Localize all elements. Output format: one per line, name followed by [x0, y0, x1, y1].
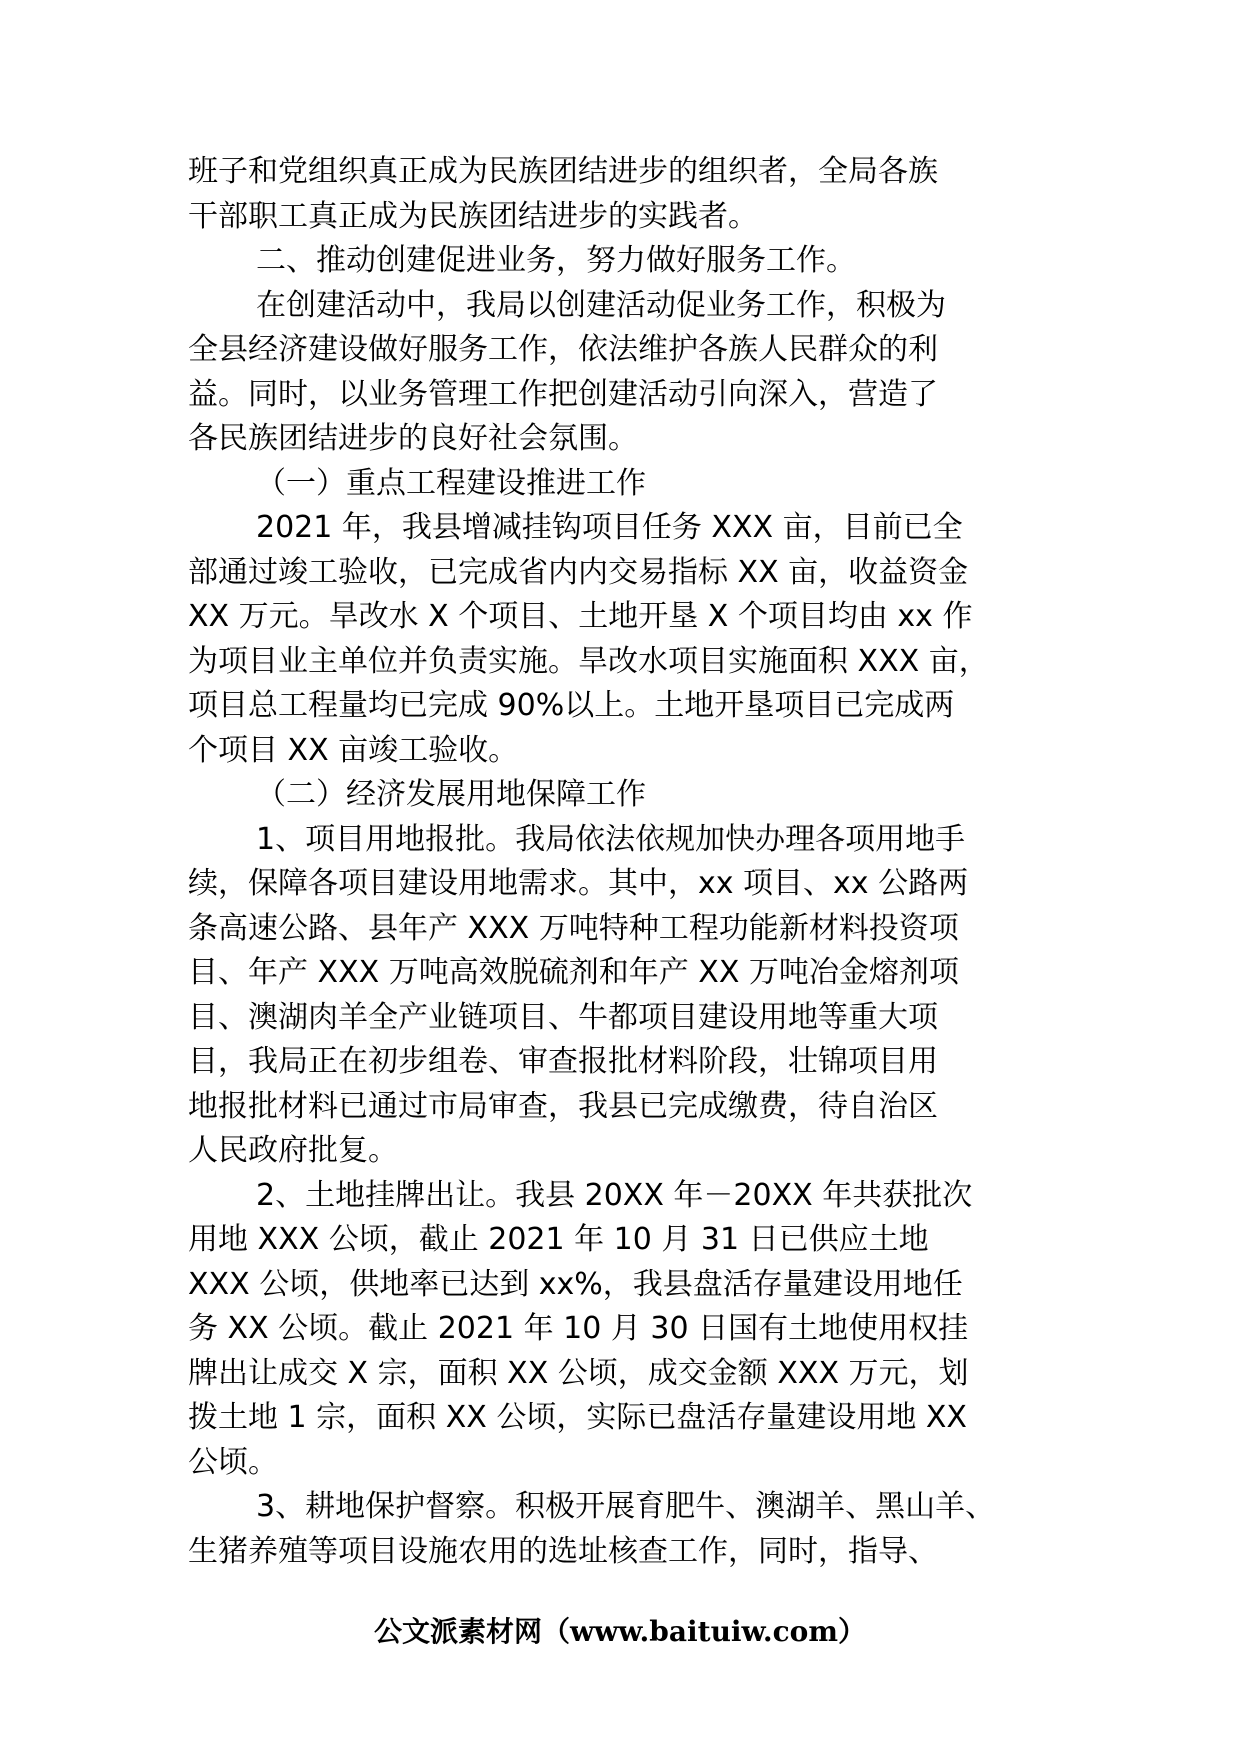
text-line: 部通过竣工验收，已完成省内内交易指标 XX 亩，收益资金 [188, 554, 969, 590]
text-line: 在创建活动中，我局以创建活动促业务工作，积极为 [256, 287, 946, 323]
text-line: 续，保障各项目建设用地需求。其中，xx 项目、xx 公路两 [188, 866, 969, 901]
text-line: 2021 年，我县增减挂钩项目任务 XXX 亩，目前已全 [256, 510, 963, 545]
text-line: 班子和党组织真正成为民族团结进步的组织者，全局各族 [188, 154, 938, 189]
text-line: 2、土地挂牌出让。我县 20XX 年－20XX 年共获批次 [256, 1177, 973, 1213]
text-line: 人民政府批复。 [188, 1133, 398, 1168]
body-text [188, 150, 1068, 1574]
text-line: 目、澳湖肉羊全产业链项目、牛都项目建设用地等重大项 [188, 999, 938, 1035]
text-line: XX 万元。旱改水 X 个项目、土地开垦 X 个项目均由 xx 作 [188, 599, 973, 634]
text-line: 干部职工真正成为民族团结进步的实践者。 [188, 198, 758, 234]
text-line: 1、项目用地报批。我局依法依规加快办理各项用地手 [256, 821, 966, 857]
text-line: 全县经济建设做好服务工作，依法维护各族人民群众的利 [188, 332, 938, 367]
text-line: 条高速公路、县年产 XXX 万吨特种工程功能新材料投资项 [188, 910, 959, 946]
text-line: 个项目 XX 亩竣工验收。 [188, 732, 519, 768]
text-line: 拨土地 1 宗，面积 XX 公顷，实际已盘活存量建设用地 XX [188, 1400, 967, 1435]
text-line: （一）重点工程建设推进工作 [256, 465, 646, 501]
footer-watermark: 公文派素材网（www.baituiw.com） [374, 1615, 866, 1648]
text-line: XXX 公顷，供地率已达到 xx%，我县盘活存量建设用地任 [188, 1266, 963, 1302]
text-line: 二、推动创建促进业务，努力做好服务工作。 [256, 243, 856, 278]
text-line: 公顷。 [188, 1444, 278, 1480]
text-line: 用地 XXX 公顷，截止 2021 年 10 月 31 日已供应土地 [188, 1222, 929, 1257]
text-line: 益。同时，以业务管理工作把创建活动引向深入，营造了 [188, 376, 938, 412]
text-line: 3、耕地保护督察。积极开展育肥牛、澳湖羊、黑山羊、 [256, 1489, 996, 1524]
text-line: 项目总工程量均已完成 90%以上。土地开垦项目已完成两 [188, 688, 955, 723]
text-line: 各民族团结进步的良好社会氛围。 [188, 421, 638, 456]
text-line: 目、年产 XXX 万吨高效脱硫剂和年产 XX 万吨冶金熔剂项 [188, 955, 959, 990]
text-line: 目，我局正在初步组卷、审查报批材料阶段，壮锦项目用 [188, 1044, 938, 1079]
text-line: （二）经济发展用地保障工作 [256, 777, 646, 812]
text-line: 牌出让成交 X 宗，面积 XX 公顷，成交金额 XXX 万元，划 [188, 1355, 969, 1391]
text-line: 务 XX 公顷。截止 2021 年 10 月 30 日国有土地使用权挂 [188, 1311, 969, 1346]
text-line: 地报批材料已通过市局审查，我县已完成缴费，待自治区 [188, 1088, 938, 1124]
text-line: 为项目业主单位并负责实施。旱改水项目实施面积 XXX 亩， [188, 643, 989, 679]
text-line: 生猪养殖等项目设施农用的选址核查工作，同时，指导、 [188, 1533, 938, 1569]
